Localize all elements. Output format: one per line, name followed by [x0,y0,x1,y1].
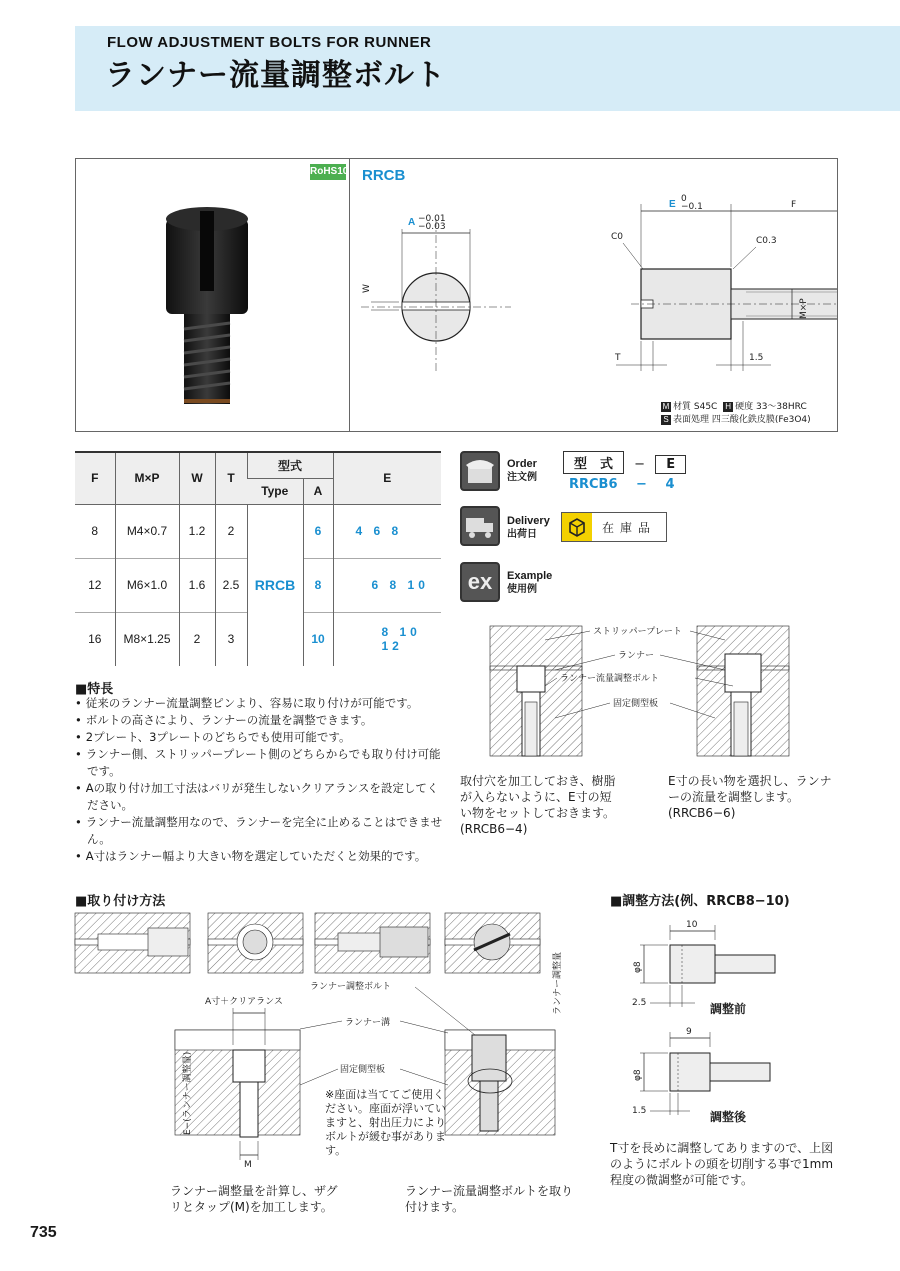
cell-e: 8 10 12 [333,612,441,666]
cell-f: 12 [75,558,115,612]
adjust-drawing [620,915,830,1130]
page-number: 735 [30,1224,57,1241]
dim-15-label: 1.5 [749,353,764,363]
bolt-photo [156,199,266,409]
features-heading: ■特長 [75,682,114,697]
hardness-label: 硬度 [735,402,754,412]
after-length: 9 [686,1027,692,1037]
example-usage-drawing [485,618,795,763]
mounting-caption-left: ランナー調整量を計算し、ザグリとタップ(M)を加工します。 [170,1184,338,1214]
before-diameter: φ8 [633,961,643,973]
cell-mxp: M4×0.7 [115,504,179,558]
hardness-key: H [723,402,733,412]
cell-mxp: M8×1.25 [115,612,179,666]
cell-a: 8 [303,558,333,612]
order-label: Order 注文例 [507,458,537,483]
label-runner-adjust: ランナー調整量 [553,951,563,1015]
mounting-heading: ■取り付け方法 [75,894,166,909]
mxp-dimension [766,279,826,339]
material-value: S45C [693,402,718,412]
cell-t: 2 [215,504,247,558]
surface-value: 四三酸化鉄皮膜(Fe3O4) [711,415,811,425]
callout-bolt: ランナー流量調整ボルト [560,674,660,684]
example-label: Example 使用例 [507,570,553,595]
dim-c0-label: C0 [611,232,624,242]
dim-f-label: F [791,200,797,210]
cell-mxp: M6×1.0 [115,558,179,612]
dimension-drawing [351,159,837,399]
after-t: 1.5 [632,1106,647,1116]
dim-e-tol-lower: −0.1 [681,202,703,212]
before-length: 10 [686,920,698,930]
order-example-e: 4 [665,477,675,492]
label-e-runner: E−(ランナー調整量) [183,1051,193,1135]
spec-box [661,401,811,427]
cell-e: 6 8 10 [333,558,441,612]
col-model: 型式 [247,452,333,478]
order-example [563,451,686,492]
feature-item: • Aの取り付け加工寸法はバリが発生しないクリアランスを設定してください。 [75,780,445,814]
box-icon [562,513,592,541]
feature-item: • ランナー側、ストリッパープレート側のどちらからでも取り付け可能です。 [75,746,445,780]
col-mxp: M×P [115,452,179,504]
cell-t: 3 [215,612,247,666]
material-label: 材質 [673,402,692,412]
mounting-note: ※座面は当ててご使用ください。座面が浮いていますと、射出圧力によりボルトが緩む事があります。 [325,1088,446,1157]
dim-a-tol-upper: −0.01 [418,214,446,224]
dim-mxp-label: M×P [799,298,809,319]
label-fixed-plate: 固定側型板 [340,1065,386,1075]
delivery-label: Delivery 出荷日 [507,515,550,540]
cell-type: RRCB [247,504,303,666]
callout-stripper-plate: ストリッパープレート [593,627,682,637]
label-bolt: ランナー調整ボルト [310,982,392,992]
before-label: 調整前 [710,1002,747,1016]
feature-item: • ランナー流量調整用なので、ランナーを完全に止めることはできません。 [75,814,445,848]
table-row [75,504,441,558]
dim-t-label: T [615,353,621,363]
example-caption-left: 取付穴を加工しておき、樹脂が入らないように、E寸の短い物をセットしておきます。(RRCB6−4) [460,774,616,836]
before-t: 2.5 [632,998,647,1008]
col-a: A [303,478,333,504]
dim-e-tol-upper: 0 [681,194,687,204]
mounting-caption-right: ランナー流量調整ボルトを取り付けます。 [405,1184,574,1214]
feature-item: • 2プレート、3プレートのどちらでも使用可能です。 [75,729,445,746]
callout-runner: ランナー [618,651,655,661]
example-icon: ex [460,562,500,602]
page-header [75,26,900,111]
cell-w: 2 [179,612,215,666]
product-photo-area [76,159,350,431]
surface-key: S [661,415,671,425]
label-m: M [244,1160,252,1170]
col-e: E [333,452,441,504]
type-code-label: RRCB [362,167,406,184]
rohs-badge: RoHS10 [310,164,346,180]
dim-a-label: A [408,217,416,228]
col-t: T [215,452,247,504]
order-example-model: RRCB6 [569,477,618,492]
product-box [75,158,838,432]
cell-a: 10 [303,612,333,666]
col-type: Type [247,478,303,504]
callout-fixed-plate: 固定側型板 [613,699,659,709]
cell-w: 1.6 [179,558,215,612]
material-key: M [662,402,670,411]
col-f: F [75,452,115,504]
truck-icon [460,506,500,546]
japanese-title: ランナー流量調整ボルト [105,58,446,93]
feature-item: • 従来のランナー流量調整ピンより、容易に取り付けが可能です。 [75,695,445,712]
stock-badge [561,512,667,542]
mounting-drawing [70,905,570,1170]
label-runner-groove: ランナー溝 [345,1018,391,1028]
stock-text: 在庫品 [602,520,657,535]
order-example-dash: − [636,477,647,492]
spec-table [75,451,441,666]
adjust-caption: T寸を長めに調整してありますので、上図のようにボルトの頭を切削する事で1mm程度の微調整が可能です。 [610,1141,834,1187]
order-dash: − [634,457,646,472]
label-a-clearance: A寸＋クリアランス [205,997,283,1007]
cell-a: 6 [303,504,333,558]
cell-t: 2.5 [215,558,247,612]
order-col-e: E [655,455,686,474]
dim-a-tol-lower: −0.03 [418,222,446,232]
features-list [75,695,445,865]
order-col-model: 型 式 [563,451,624,474]
adjust-heading: ■調整方法(例、RRCB8−10) [610,894,790,909]
hardness-value: 33〜38HRC [755,402,807,412]
feature-item: • ボルトの高さにより、ランナーの流量を調整できます。 [75,712,445,729]
cell-f: 8 [75,504,115,558]
col-w: W [179,452,215,504]
feature-item: • A寸はランナー幅より大きい物を選定していただくと効果的です。 [75,848,445,865]
cell-e: 4 6 8 [333,504,441,558]
surface-label: 表面処理 [673,415,710,425]
cell-w: 1.2 [179,504,215,558]
phone-icon [460,451,500,491]
example-caption-right: E寸の長い物を選択し、ランナーの流量を調整します。(RRCB6−6) [668,774,832,820]
after-diameter: φ8 [633,1069,643,1081]
dim-e-label: E [669,199,676,210]
after-label: 調整後 [710,1110,747,1124]
cell-f: 16 [75,612,115,666]
english-title: FLOW ADJUSTMENT BOLTS FOR RUNNER [107,34,432,51]
dim-w-label: W [362,284,372,293]
dim-c03-label: C0.3 [756,236,777,246]
